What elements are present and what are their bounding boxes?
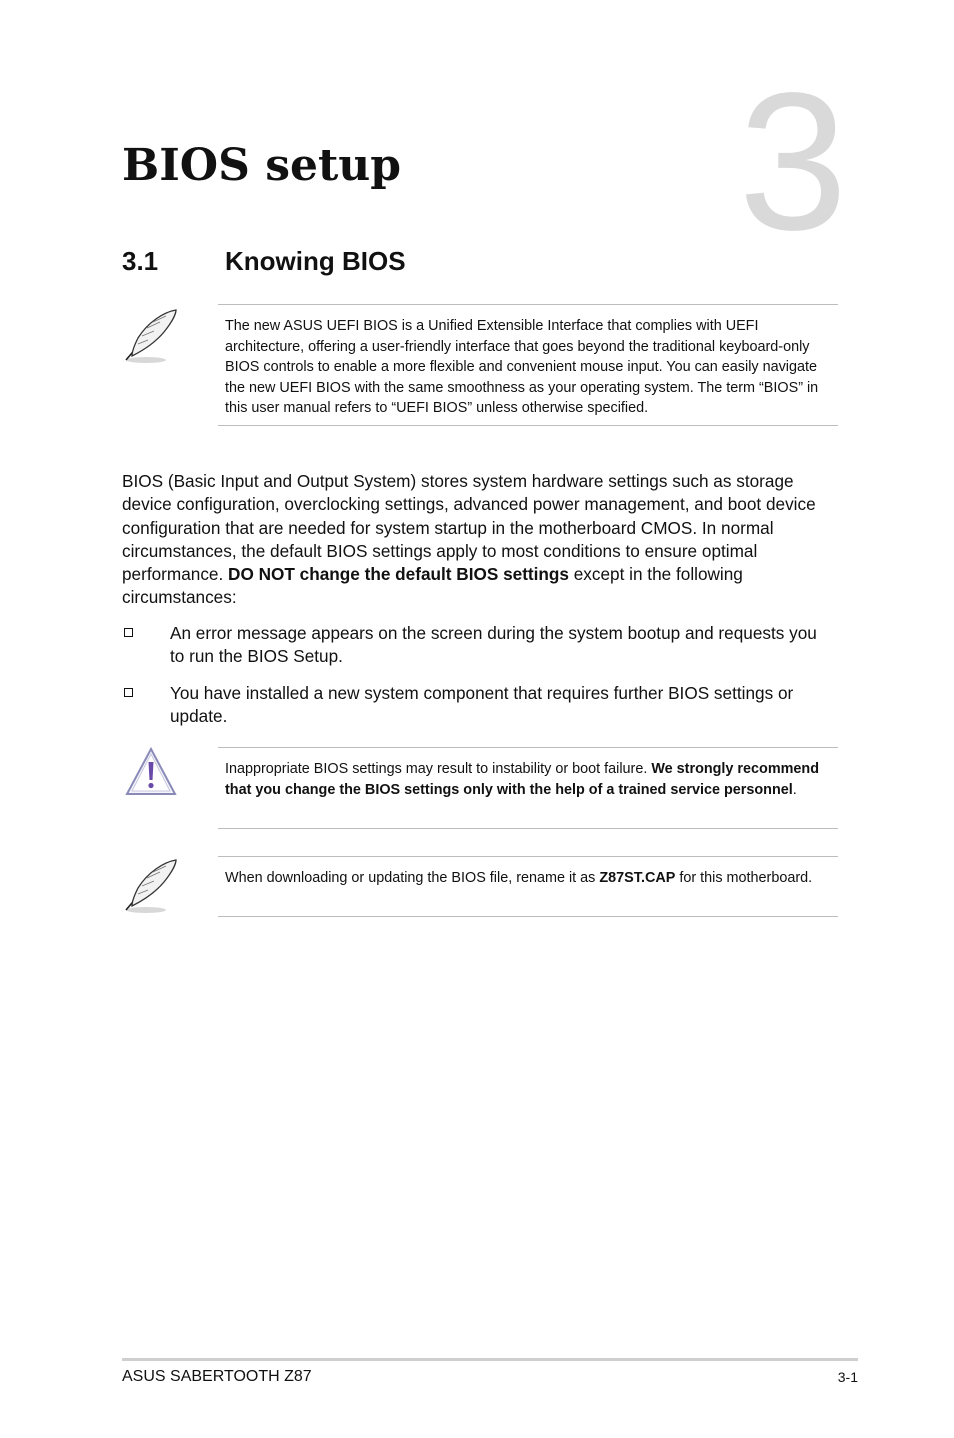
note-text: [225, 868, 838, 889]
list-item-text: You have installed a new system component that requires further BIOS settings or update.: [170, 683, 794, 727]
caution-bold-text: We strongly recommend that you change the BIOS settings only with the help of a trained service personnel: [225, 761, 820, 798]
filename-bold-text: Z87ST.CAP: [599, 870, 676, 886]
note-box: [218, 856, 838, 917]
footer-divider: [122, 1358, 858, 1361]
page-number: 3-1: [837, 1369, 858, 1385]
note-box: [218, 304, 838, 426]
checkbox-bullet-icon: [124, 628, 133, 637]
caution-text-end: .: [792, 781, 797, 798]
warning-triangle-icon: [124, 746, 178, 798]
intro-bold-text: DO NOT change the default BIOS settings: [228, 564, 569, 585]
checkbox-bullet-icon: [124, 688, 133, 697]
note-text-end: for this motherboard.: [675, 870, 813, 886]
chapter-number: 3: [738, 52, 848, 271]
chapter-title: BIOS setup: [122, 140, 402, 191]
feather-pen-icon: [120, 304, 182, 366]
section-title: Knowing BIOS: [225, 246, 406, 276]
caution-box: [218, 747, 838, 829]
caution-text: [225, 759, 838, 800]
list-item: [122, 682, 834, 730]
list-item-text: An error message appears on the screen during the system bootup and requests you to run the BIOS Setup.: [170, 623, 817, 667]
intro-text-end: except in the following circumstances:: [122, 564, 743, 608]
intro-paragraph: [122, 470, 834, 610]
feather-pen-icon: [120, 854, 182, 916]
section-number: 3.1: [122, 246, 159, 276]
note-text-start: When downloading or updating the BIOS file, rename it as: [225, 870, 600, 886]
list-item: [122, 622, 834, 670]
intro-text: BIOS (Basic Input and Output System) stores system hardware settings such as storage device configuration, overclocking settings, advanced power management, and boot device configuration that are needed for system startup in the motherboard CMOS. In normal circumstances, the default BIOS settings apply to most conditions to ensure optimal performance.: [122, 471, 816, 585]
footer-product-name: ASUS SABERTOOTH Z87: [122, 1368, 312, 1385]
note-text: The new ASUS UEFI BIOS is a Unified Extensible Interface that complies with UEFI architecture, offering a user-friendly interface that goes beyond the traditional keyboard-only BIOS controls to enable a more flexible and convenient mouse input. You can easily navigate the new UEFI BIOS with the same smoothness as your operating system. The term “BIOS” in this user manual refers to “UEFI BIOS” unless otherwise specified.: [225, 318, 819, 416]
caution-text-start: Inappropriate BIOS settings may result to instability or boot failure.: [225, 761, 652, 777]
